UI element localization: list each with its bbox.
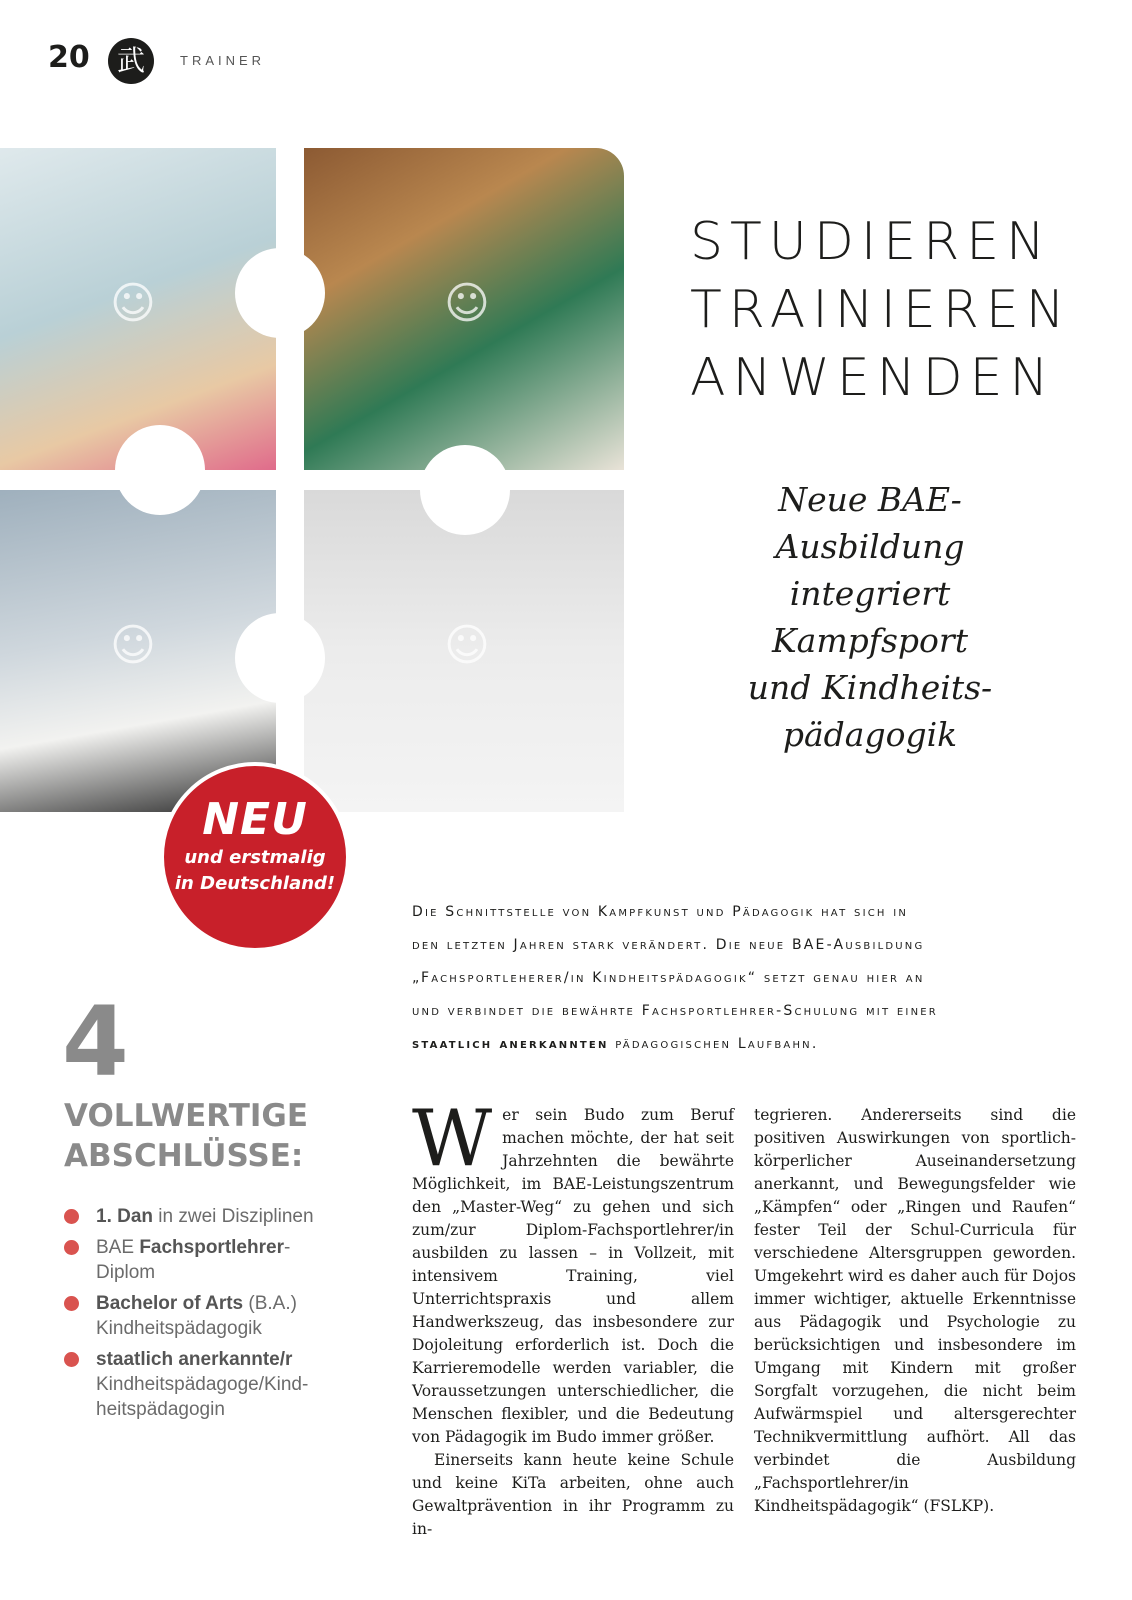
puzzle-knob bbox=[235, 613, 325, 703]
abschluesse-title-line-1: VOLLWERTIGE bbox=[64, 1098, 309, 1134]
abschluesse-count: 4 bbox=[62, 986, 129, 1098]
subheadline-line-1: Neue BAE- bbox=[778, 480, 962, 519]
puzzle-knob bbox=[420, 445, 510, 535]
bullet-dot-icon bbox=[64, 1296, 79, 1311]
body-paragraph-1-text: er sein Budo zum Beruf machen möchte, der hat seit Jahrzehnten die bewährte Möglichkeit, im BAE-Leistungszentrum den „Master-Weg“ zu gehen und sich zum/zur Diplom-Fachsportlehrer/in ausbilden zu lassen – in Vollzeit, mit intensivem Training, viel Unterrichtspraxis und allem Handwerkszeug, das insbesondere zur Dojoleitung erforderlich ist. Doch die Karrieremodelle werden variabler, die Voraussetzungen unterschiedlicher, die Menschen flexibler, und die Bedeutung von Pädagogik im Budo immer größer. bbox=[412, 1106, 734, 1446]
list-item-rest: in zwei Disziplinen bbox=[153, 1206, 314, 1227]
list-item bbox=[64, 1291, 354, 1341]
kanji-logo-icon: 武 bbox=[108, 38, 154, 84]
list-item-bold: Fachsportlehrer bbox=[139, 1237, 284, 1258]
photo-family-karate bbox=[304, 490, 624, 812]
headline-line-3: ANWENDEN bbox=[690, 348, 1056, 408]
section-label: TRAINER bbox=[180, 53, 266, 68]
drop-cap: W bbox=[412, 1094, 493, 1184]
list-item-rest: - bbox=[283, 1237, 291, 1258]
badge-line-2: in Deutschland! bbox=[174, 873, 336, 894]
intro-line-1: Die Schnittstelle von Kampfkunst und Pädagogik hat sich in bbox=[412, 904, 909, 920]
headline-line-1: STUDIEREN bbox=[690, 212, 1052, 272]
intro-bold-phrase: staatlich anerkannten bbox=[412, 1036, 609, 1052]
headline-line-2: TRAINIEREN bbox=[690, 280, 1072, 340]
intro-line-5-rest: pädagogischen Laufbahn. bbox=[608, 1036, 819, 1052]
list-item-second: Kindheitspädagoge/Kind-heitspädagogin bbox=[96, 1374, 309, 1420]
intro-line-3: „Fachsportleherer/in Kindheitspädagogik“ setzt genau hier an bbox=[412, 970, 925, 986]
body-column-1 bbox=[412, 1094, 734, 1541]
body-paragraph-1 bbox=[412, 1094, 734, 1449]
list-item-pre: BAE bbox=[96, 1237, 140, 1258]
people-icon: ☺ bbox=[110, 278, 156, 329]
list-item bbox=[64, 1204, 354, 1229]
intro-line-2: den letzten Jahren stark verändert. Die neue BAE-Ausbildung bbox=[412, 937, 925, 953]
abschluesse-title-line-2: ABSCHLÜSSE: bbox=[64, 1138, 304, 1174]
list-item-second: Diplom bbox=[96, 1262, 156, 1283]
bullet-dot-icon bbox=[64, 1209, 79, 1224]
intro-paragraph bbox=[412, 896, 1062, 1061]
headline bbox=[690, 208, 1072, 412]
subheadline bbox=[720, 476, 1020, 758]
puzzle-photo-collage bbox=[0, 148, 624, 812]
photo-student-girl bbox=[304, 148, 624, 470]
subheadline-line-2: Ausbildung bbox=[775, 527, 965, 566]
list-item bbox=[64, 1347, 354, 1422]
list-item-bold: Bachelor of Arts bbox=[96, 1293, 244, 1314]
abschluesse-list bbox=[64, 1204, 354, 1428]
body-paragraph-2: Einerseits kann heute keine Schule und keine KiTa arbeiten, ohne auch Gewaltprävention in ihr Programm zu in- bbox=[412, 1451, 734, 1538]
badge-title: NEU bbox=[202, 794, 308, 845]
list-item bbox=[64, 1235, 354, 1285]
subheadline-line-4: Kampfsport bbox=[772, 621, 968, 660]
intro-line-4: und verbindet die bewährte Fachsportlehrer-Schulung mit einer bbox=[412, 1003, 938, 1019]
fighter-icon: ☺ bbox=[110, 620, 156, 671]
page-number: 20 bbox=[48, 40, 90, 75]
list-item-second: Kindheitspädagogik bbox=[96, 1318, 262, 1339]
subheadline-line-6: pädagogik bbox=[782, 715, 958, 754]
subheadline-line-5: und Kindheits- bbox=[747, 668, 993, 707]
bullet-dot-icon bbox=[64, 1352, 79, 1367]
abschluesse-title bbox=[64, 1096, 308, 1176]
family-icon: ☺ bbox=[444, 620, 490, 671]
puzzle-knob bbox=[115, 425, 205, 515]
intro-line-5 bbox=[412, 1028, 1062, 1061]
body-column-2 bbox=[754, 1104, 1076, 1518]
neu-badge bbox=[160, 762, 350, 952]
list-item-bold: 1. Dan bbox=[96, 1206, 154, 1227]
bullet-dot-icon bbox=[64, 1240, 79, 1255]
person-icon: ☺ bbox=[444, 278, 490, 329]
photo-teacher-children bbox=[0, 148, 276, 470]
puzzle-knob bbox=[235, 248, 325, 338]
list-item-rest: (B.A.) bbox=[243, 1293, 297, 1314]
body-paragraph-3: tegrieren. Andererseits sind die positiven Auswirkungen von sportlich-körperlicher Auseinandersetzung anerkannt, und Bewegungsfelder wie „Kämpfen“ oder „Ringen und Raufen“ fester Teil der Schul-Curricula für verschiedene Altersgruppen geworden. Umgekehrt wird es daher auch für Dojos immer wichtiger, aktuelle Erkenntnisse aus Pädagogik und Psychologie zu berücksichtigen und insbesondere im Umgang mit Kindern mit großer Sorgfalt vorzugehen, die nicht beim Aufwärmspiel und altersgerechter Technikvermittlung aufhört. All das verbindet die Ausbildung „Fachsportlehrer/in Kindheitspädagogik“ (FSLKP). bbox=[754, 1106, 1076, 1515]
subheadline-line-3: integriert bbox=[789, 574, 951, 613]
badge-line-1: und erstmalig bbox=[184, 847, 326, 868]
list-item-bold: staatlich anerkannte/r bbox=[96, 1349, 293, 1370]
